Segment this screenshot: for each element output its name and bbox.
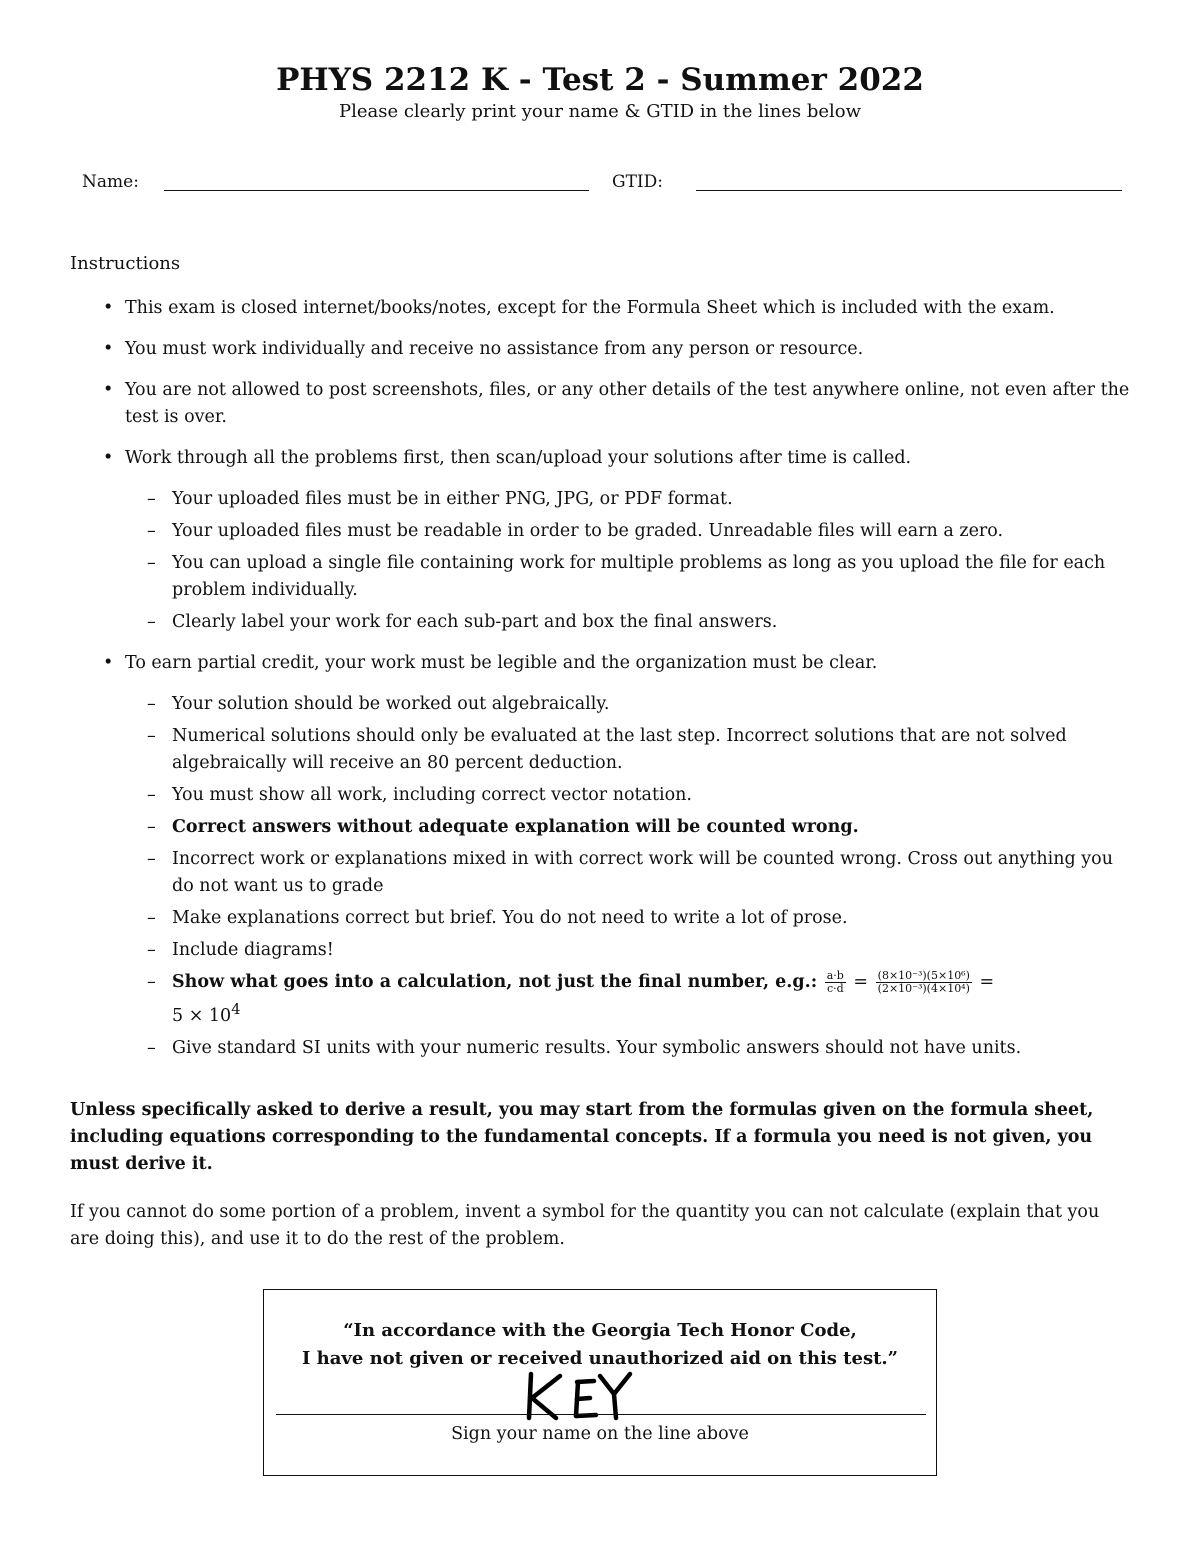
symbol-note: If you cannot do some portion of a problem, invent a symbol for the quantity you can not calculate (explain that you are doing this), and use it to do the rest of the problem.: [70, 1202, 1100, 1249]
example-result: $5 \times 10^4$: [172, 1001, 241, 1026]
list-item: • Work through all the problems first, then scan/upload your solutions after time is called. – Your uploaded files must be in either PNG, JPG, or PDF format. – Your uploaded files must be readable in order to be graded. Unreadable files will earn a zero. – You can upload a single file containing work for multiple problems as long as you upload the file for each problem individually. – Clearly label your work for each sub-part and box the final answers.: [70, 445, 1132, 636]
page-title: PHYS 2212 K - Test 2 - Summer 2022: [276, 62, 924, 98]
sub-list-item: – Your uploaded files must be in either PNG, JPG, or PDF format.: [147, 489, 733, 509]
sub-list-item: – Incorrect work or explanations mixed in with correct work will be counted wrong. Cross out anything you do not want us to grade: [147, 849, 1113, 896]
sub-list-item: – You can upload a single file containing work for multiple problems as long as you upload the file for each problem individually.: [147, 553, 1106, 600]
signature-line[interactable]: [276, 1414, 926, 1415]
gtid-field-line[interactable]: [696, 190, 1122, 191]
bullet-icon: •: [103, 339, 114, 359]
id-fields: [82, 172, 1127, 202]
list-item: • To earn partial credit, your work must be legible and the organization must be clear. – Your solution should be worked out algebraically. – Numerical solutions should only be evaluated at the last step. Incorrect solutions that are not solved algebraically will receive an 80 percent deduction. – You must show all work, including correct vector notation. – Correct answers without adequate explanation will be counted wrong. – Incorrect work or explanations mixed in with correct work will be counted wrong. Cross out anything you do not want us to grade – Make explanations correct but brief. You do not need to write a lot of prose. – Include diagrams! – Show what goes into a calculation, not just the final number, e.g.: $\frac{a\cdot b}{c\cdot d}$ = $\frac{\text{(8×10⁻³)(5×10⁶)}}{\text{(2×10⁻³)(4×10⁴)}}$ = $5 \times 10^4$ – Give standard SI units with your numeric results. Your symbolic answers should not have units.: [70, 650, 1132, 1062]
name-field-line[interactable]: [164, 190, 589, 191]
list-item: • You are not allowed to post screenshots, files, or any other details of the test anywhere online, not even after the test is over.: [70, 377, 1132, 431]
bullet-icon: •: [103, 653, 114, 673]
bullet-icon: •: [103, 298, 114, 318]
sub-list-item: – Show what goes into a calculation, not just the final number, e.g.: $\frac{a\cdot b}{c\cdot d}$ = $\frac{\text{(8×10⁻³)(5×10⁶)}}{\text{(2×10⁻³)(4×10⁴)}}$ = $5 \times 10^4$: [147, 969, 995, 1026]
bullet-icon: •: [103, 448, 114, 468]
sub-list-item: – Clearly label your work for each sub-part and box the final answers.: [147, 612, 778, 632]
example-fraction-numeric: $\frac{\text{(8×10⁻³)(5×10⁶)}}{\text{(2×10⁻³)(4×10⁴)}}$: [877, 969, 970, 995]
instructions-heading: Instructions: [70, 253, 181, 274]
sub-list-item: – Include diagrams!: [147, 940, 334, 960]
honor-code-statement: “In accordance with the Georgia Tech Honor Code, I have not given or received unauthorized aid on this test.”: [301, 1320, 899, 1369]
page-subtitle: Please clearly print your name & GTID in the lines below: [338, 101, 862, 122]
sub-list-item: – You must show all work, including correct vector notation.: [147, 785, 692, 805]
instructions-list: [70, 295, 1132, 1076]
sub-list-item: – Numerical solutions should only be evaluated at the last step. Incorrect solutions that are not solved algebraically will receive an 80 percent deduction.: [147, 726, 1067, 773]
sub-list-item: – Your solution should be worked out algebraically.: [147, 694, 610, 714]
example-fraction-symbolic: $\frac{a\cdot b}{c\cdot d}$: [826, 969, 844, 995]
bullet-icon: •: [103, 380, 114, 400]
list-item: • This exam is closed internet/books/notes, except for the Formula Sheet which is included with the exam.: [70, 295, 1132, 322]
list-item: • You must work individually and receive no assistance from any person or resource.: [70, 336, 1132, 363]
sub-list-item: – Make explanations correct but brief. You do not need to write a lot of prose.: [147, 908, 848, 928]
gtid-label: GTID:: [612, 172, 663, 192]
sub-list-item: – Correct answers without adequate explanation will be counted wrong.: [147, 817, 859, 837]
sub-list-item: – Give standard SI units with your numeric results. Your symbolic answers should not have units.: [147, 1037, 1022, 1058]
name-label: Name:: [82, 172, 139, 192]
signature-caption: Sign your name on the line above: [451, 1424, 749, 1444]
sub-list-item: – Your uploaded files must be readable in order to be graded. Unreadable files will earn a zero.: [147, 521, 1004, 541]
derivation-note: Unless specifically asked to derive a result, you may start from the formulas given on the formula sheet, including equations corresponding to the fundamental concepts. If a formula you need is not given, you must derive it.: [70, 1100, 1094, 1174]
honor-code-box: [263, 1289, 937, 1476]
